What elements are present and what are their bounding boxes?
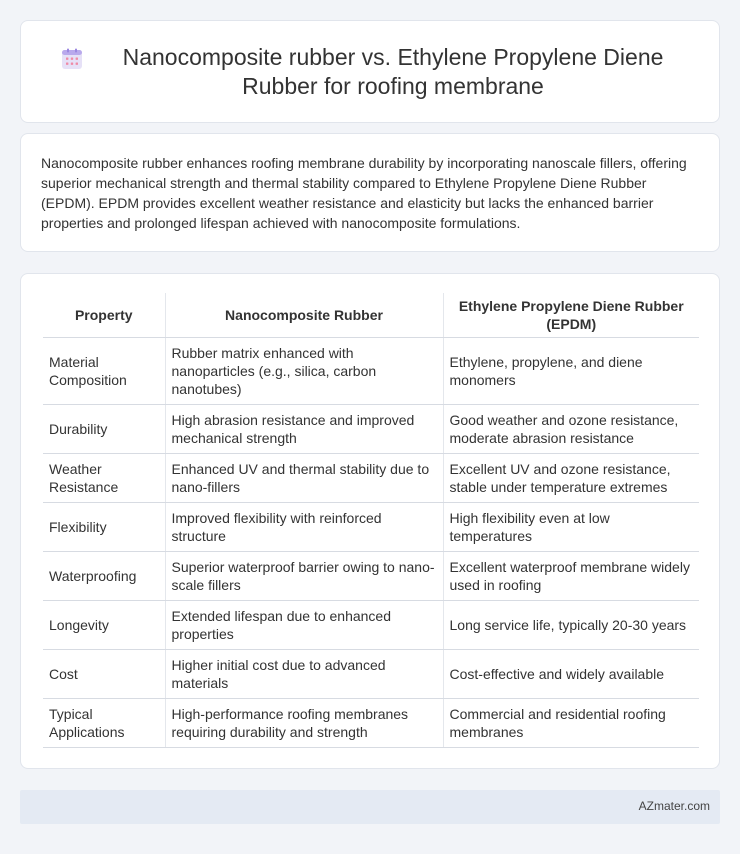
row-nanocomposite: Higher initial cost due to advanced materials <box>165 649 443 698</box>
row-nanocomposite: Superior waterproof barrier owing to nano-scale fillers <box>165 551 443 600</box>
row-property: Durability <box>43 404 165 453</box>
table-row <box>43 404 699 453</box>
table-row <box>43 453 699 502</box>
row-epdm: Long service life, typically 20-30 years <box>443 600 699 649</box>
row-property: Waterproofing <box>43 551 165 600</box>
table-row <box>43 698 699 747</box>
title-card <box>20 20 720 123</box>
row-epdm: Commercial and residential roofing membranes <box>443 698 699 747</box>
row-property: Typical Applications <box>43 698 165 747</box>
table-header-row <box>43 293 699 337</box>
row-epdm: Ethylene, propylene, and diene monomers <box>443 337 699 404</box>
calendar-icon <box>61 48 83 70</box>
intro-card <box>20 133 720 252</box>
footer-brand[interactable]: AZmater.com <box>638 799 710 813</box>
comparison-table <box>43 293 699 748</box>
row-nanocomposite: High-performance roofing membranes requiring durability and strength <box>165 698 443 747</box>
comparison-card <box>20 273 720 769</box>
row-property: Material Composition <box>43 337 165 404</box>
table-row <box>43 337 699 404</box>
row-property: Flexibility <box>43 502 165 551</box>
row-epdm: Excellent UV and ozone resistance, stable under temperature extremes <box>443 453 699 502</box>
header-nanocomposite: Nanocomposite Rubber <box>165 293 443 337</box>
footer-bar <box>20 790 720 824</box>
row-epdm: Cost-effective and widely available <box>443 649 699 698</box>
row-nanocomposite: Improved flexibility with reinforced structure <box>165 502 443 551</box>
row-epdm: High flexibility even at low temperatures <box>443 502 699 551</box>
row-property: Weather Resistance <box>43 453 165 502</box>
row-epdm: Excellent waterproof membrane widely used in roofing <box>443 551 699 600</box>
table-row <box>43 502 699 551</box>
page-title: Nanocomposite rubber vs. Ethylene Propylene Diene Rubber for roofing membrane <box>122 43 664 99</box>
header-epdm: Ethylene Propylene Diene Rubber (EPDM) <box>443 293 699 337</box>
table-row <box>43 649 699 698</box>
row-nanocomposite: Extended lifespan due to enhanced properties <box>165 600 443 649</box>
row-epdm: Good weather and ozone resistance, moderate abrasion resistance <box>443 404 699 453</box>
row-nanocomposite: Rubber matrix enhanced with nanoparticles (e.g., silica, carbon nanotubes) <box>165 337 443 404</box>
row-property: Longevity <box>43 600 165 649</box>
table-row <box>43 600 699 649</box>
intro-paragraph: Nanocomposite rubber enhances roofing membrane durability by incorporating nanoscale fillers, offering superior mechanical strength and thermal stability compared to Ethylene Propylene Diene Rubber (EPDM). EPDM provides excellent weather resistance and elasticity but lacks the enhanced barrier properties and prolonged lifespan achieved with nanocomposite formulations. <box>41 155 687 231</box>
row-nanocomposite: Enhanced UV and thermal stability due to nano-fillers <box>165 453 443 502</box>
table-row <box>43 551 699 600</box>
row-nanocomposite: High abrasion resistance and improved mechanical strength <box>165 404 443 453</box>
row-property: Cost <box>43 649 165 698</box>
header-property: Property <box>43 293 165 337</box>
title-row <box>21 21 719 122</box>
